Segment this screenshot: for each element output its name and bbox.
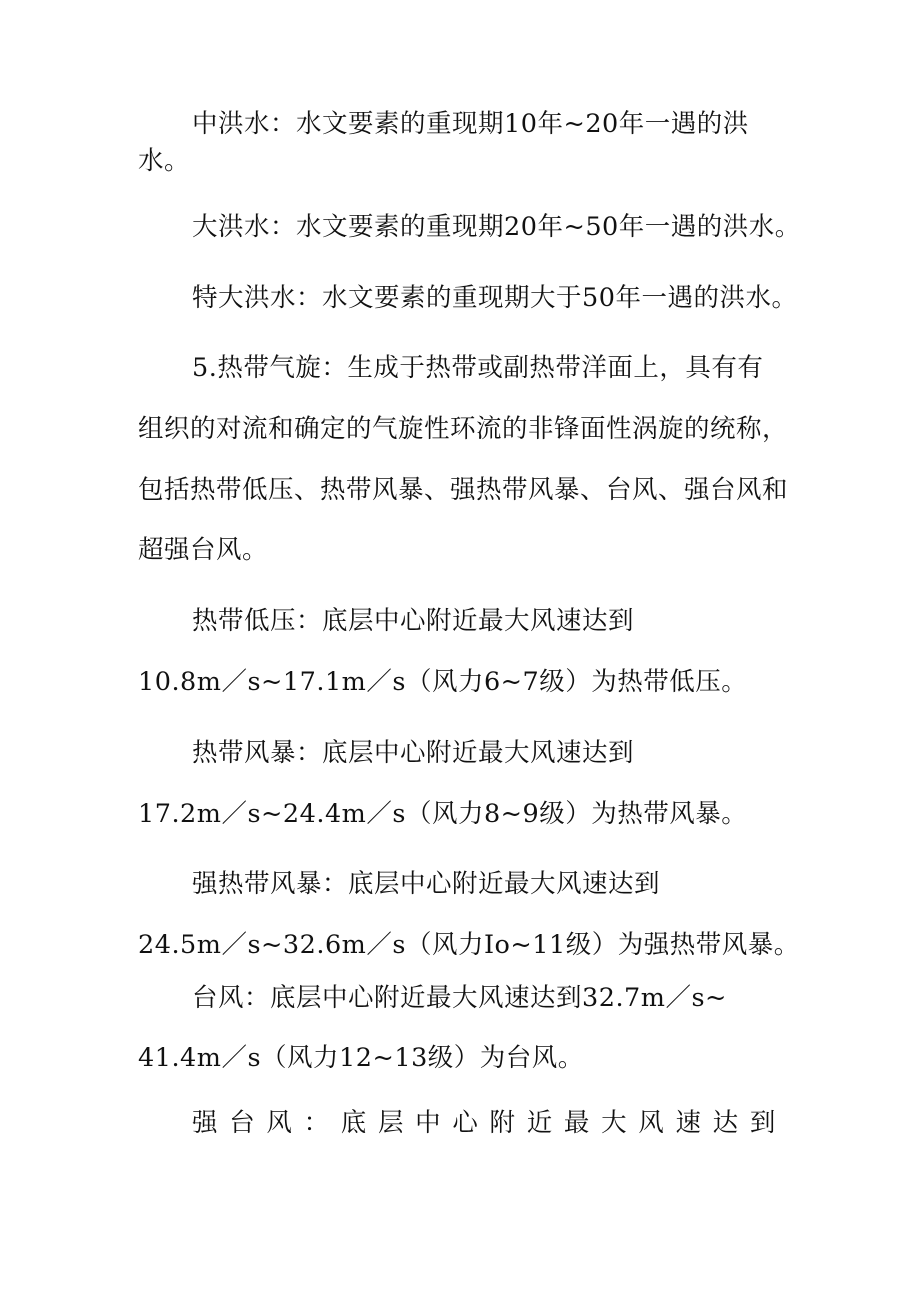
paragraph-tropical-depression-line-2: 10.8m／s~17.1m／s（风力6~7级）为热带低压。 — [138, 667, 748, 697]
char: ： — [303, 1108, 330, 1138]
paragraph-tropical-storm-line-1: 热带风暴：底层中心附近最大风速达到 — [192, 738, 635, 768]
paragraph-severe-tropical-storm-line-1: 强热带风暴：底层中心附近最大风速达到 — [192, 869, 661, 899]
paragraph-tropical-cyclone-line-4: 超强台风。 — [138, 535, 269, 565]
char: 层 — [377, 1108, 404, 1138]
paragraph-large-flood: 大洪水：水文要素的重现期20年~50年一遇的洪水。 — [192, 212, 801, 242]
paragraph-tropical-cyclone-line-1: 5.热带气旋：生成于热带或副热带洋面上，具有有 — [192, 353, 764, 383]
char: 强 — [192, 1108, 219, 1138]
paragraph-tropical-cyclone-line-2: 组织的对流和确定的气旋性环流的非锋面性涡旋的统称， — [138, 414, 789, 444]
paragraph-medium-flood-line-1: 中洪水：水文要素的重现期10年~20年一遇的洪 — [192, 109, 749, 139]
paragraph-extreme-flood: 特大洪水：水文要素的重现期大于50年一遇的洪水。 — [192, 283, 798, 313]
char: 附 — [489, 1108, 516, 1138]
char: 大 — [601, 1108, 628, 1138]
paragraph-tropical-depression-line-1: 热带低压：底层中心附近最大风速达到 — [192, 606, 635, 636]
char: 风 — [266, 1108, 293, 1138]
char: 台 — [229, 1108, 256, 1138]
paragraph-typhoon-line-2: 41.4m／s（风力12~13级）为台风。 — [138, 1043, 584, 1073]
char: 风 — [638, 1108, 665, 1138]
paragraph-tropical-storm-line-2: 17.2m／s~24.4m／s（风力8~9级）为热带风暴。 — [138, 799, 748, 829]
paragraph-tropical-cyclone-line-3: 包括热带低压、热带风暴、强热带风暴、台风、强台风和 — [138, 475, 789, 505]
char: 底 — [340, 1108, 367, 1138]
char: 最 — [563, 1108, 590, 1138]
char: 近 — [526, 1108, 553, 1138]
char: 心 — [452, 1108, 479, 1138]
paragraph-typhoon-line-1: 台风：底层中心附近最大风速达到32.7m／s~ — [192, 983, 727, 1013]
paragraph-severe-tropical-storm-line-2: 24.5m／s~32.6m／s（风力Io~11级）为强热带风暴。 — [138, 930, 800, 960]
paragraph-severe-typhoon-line-1 — [192, 1107, 776, 1139]
char: 到 — [749, 1108, 776, 1138]
char: 达 — [712, 1108, 739, 1138]
paragraph-medium-flood-line-2: 水。 — [138, 146, 191, 176]
char: 速 — [675, 1108, 702, 1138]
char: 中 — [415, 1108, 442, 1138]
